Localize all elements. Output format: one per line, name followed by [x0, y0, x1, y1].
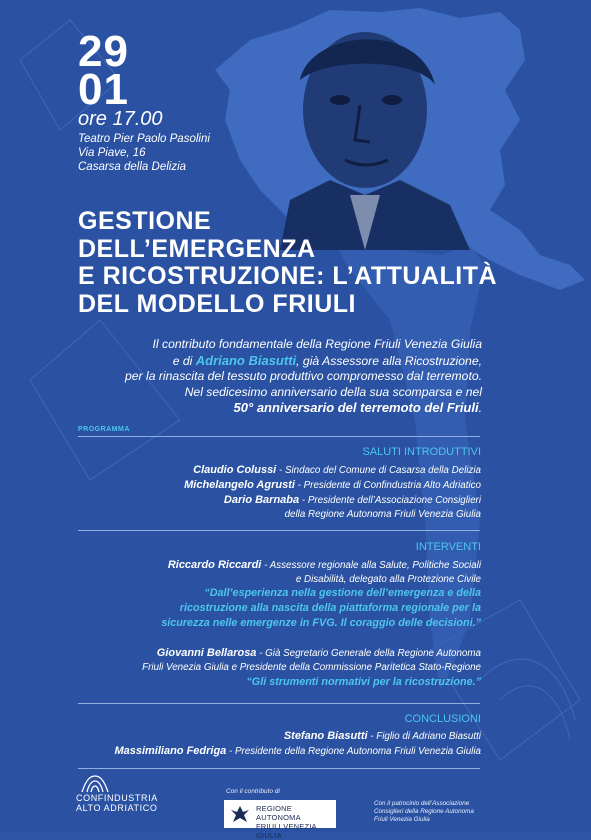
speaker-role: - Presidente dell’Associazione Consiglieri [299, 495, 481, 506]
speaker-role: - Già Segretario Generale della Regione Autonoma [256, 648, 481, 659]
confindustria-logo-text [76, 793, 158, 813]
intro-text: . [478, 401, 482, 416]
regione-logo-text [256, 804, 336, 840]
title-line: GESTIONE [78, 207, 212, 235]
speaker-name: Stefano Biasutti [283, 730, 368, 742]
intro-line: per la rinascita del tessuto produttivo compromesso dal terremoto. [125, 369, 482, 384]
patrocinio-line: Consiglieri della Regione Autonoma [374, 808, 474, 815]
speaker-row [114, 744, 481, 759]
section-heading-interventi: INTERVENTI [415, 541, 481, 553]
intro-line: Il contributo fondamentale della Regione Friuli Venezia Giulia [152, 337, 482, 351]
divider [78, 436, 480, 437]
anniversary-text: 50° anniversario del terremoto del Friuli [233, 400, 479, 416]
title-line: E RICOSTRUZIONE: L’ATTUALITÀ [78, 262, 498, 290]
speaker-role: - Presidente di Confindustria Alto Adriatico [294, 480, 481, 491]
talk-title: “Gli strumenti normativi per la ricostruzione.” [246, 676, 481, 688]
speaker-role: - Assessore regionale alla Salute, Politiche Sociali [261, 560, 481, 571]
speaker-role-line [142, 661, 481, 675]
speaker-row [184, 478, 481, 493]
section-heading-conclusioni: CONCLUSIONI [404, 713, 481, 725]
venue-line: Via Piave, 16 [78, 147, 146, 159]
speaker-role: - Presidente della Regione Autonoma Friuli Venezia Giulia [226, 746, 481, 757]
speaker-row [224, 493, 481, 508]
venue-line: Casarsa della Delizia [78, 161, 187, 173]
patrocinio-line: Friuli Venezia Giulia [374, 816, 430, 823]
speaker-row [284, 729, 481, 744]
programma-label: PROGRAMMA [78, 426, 130, 433]
intro-line [82, 353, 482, 370]
divider [78, 768, 480, 769]
logo-text-line: FRIULI VENEZIA GIULIA [256, 822, 317, 840]
speaker-name: Giovanni Bellarosa [156, 647, 257, 659]
talk-title: “Dall’esperienza nella gestione dell’emergenza e della [204, 587, 481, 599]
speaker-name: Claudio Colussi [193, 464, 277, 476]
contributo-label: Con il contributo di [226, 788, 280, 795]
highlight-name: Adriano Biasutti [195, 352, 297, 368]
regione-logo [224, 800, 336, 840]
event-title [78, 208, 497, 318]
speaker-row [157, 646, 481, 661]
intro-text: e di [172, 353, 196, 368]
speaker-name: Dario Barnaba [223, 494, 300, 506]
regione-eagle-icon [230, 804, 250, 824]
intro-line: Nel sedicesimo anniversario della sua scomparsa e nel [184, 384, 482, 399]
speaker-row [168, 558, 481, 573]
event-month: 01 [78, 65, 129, 114]
event-time: ore 17.00 [78, 108, 163, 130]
speaker-name: Massimiliano Fedriga [114, 745, 227, 757]
logo-text-line: REGIONE AUTONOMA [256, 804, 301, 822]
logo-text-line: CONFINDUSTRIA [76, 793, 158, 803]
speaker-row [193, 463, 481, 478]
intro-line [82, 400, 482, 417]
speaker-role: della Regione Autonoma Friuli Venezia Giulia [284, 509, 481, 520]
speaker-role: e Disabilità, delegato alla Protezione Civile [295, 574, 481, 585]
speaker-row [285, 508, 481, 522]
speaker-name: Michelangelo Agrusti [184, 479, 295, 491]
section-heading-saluti: SALUTI INTRODUTTIVI [362, 446, 481, 458]
event-day: 29 [78, 27, 129, 76]
intro-paragraph [82, 337, 482, 417]
confindustria-logo-icon [80, 774, 110, 794]
speaker-role-line [296, 573, 481, 587]
title-line: DELL’EMERGENZA [78, 234, 316, 263]
divider [78, 703, 480, 704]
speaker-role: - Figlio di Adriano Biasutti [367, 731, 481, 742]
speaker-role: Friuli Venezia Giulia e Presidente della Commissione Paritetica Stato-Regione [142, 662, 481, 673]
title-line: DEL MODELLO FRIULI [78, 289, 356, 318]
speaker-name: Riccardo Riccardi [167, 559, 262, 571]
talk-title: sicurezza nelle emergenze in FVG. Il coraggio delle decisioni.” [161, 617, 481, 629]
patrocinio-line: Con il patrocinio dell’Associazione [374, 800, 470, 807]
patrocinio-note [374, 800, 474, 824]
divider [78, 530, 480, 531]
venue-line: Teatro Pier Paolo Pasolini [78, 133, 210, 145]
intro-text: , già Assessore alla Ricostruzione, [296, 353, 482, 368]
speaker-role: - Sindaco del Comune di Casarsa della Delizia [276, 465, 481, 476]
talk-title: ricostruzione alla nascita della piattaforma regionale per la [179, 602, 481, 614]
logo-text-line: ALTO ADRIATICO [76, 803, 158, 813]
